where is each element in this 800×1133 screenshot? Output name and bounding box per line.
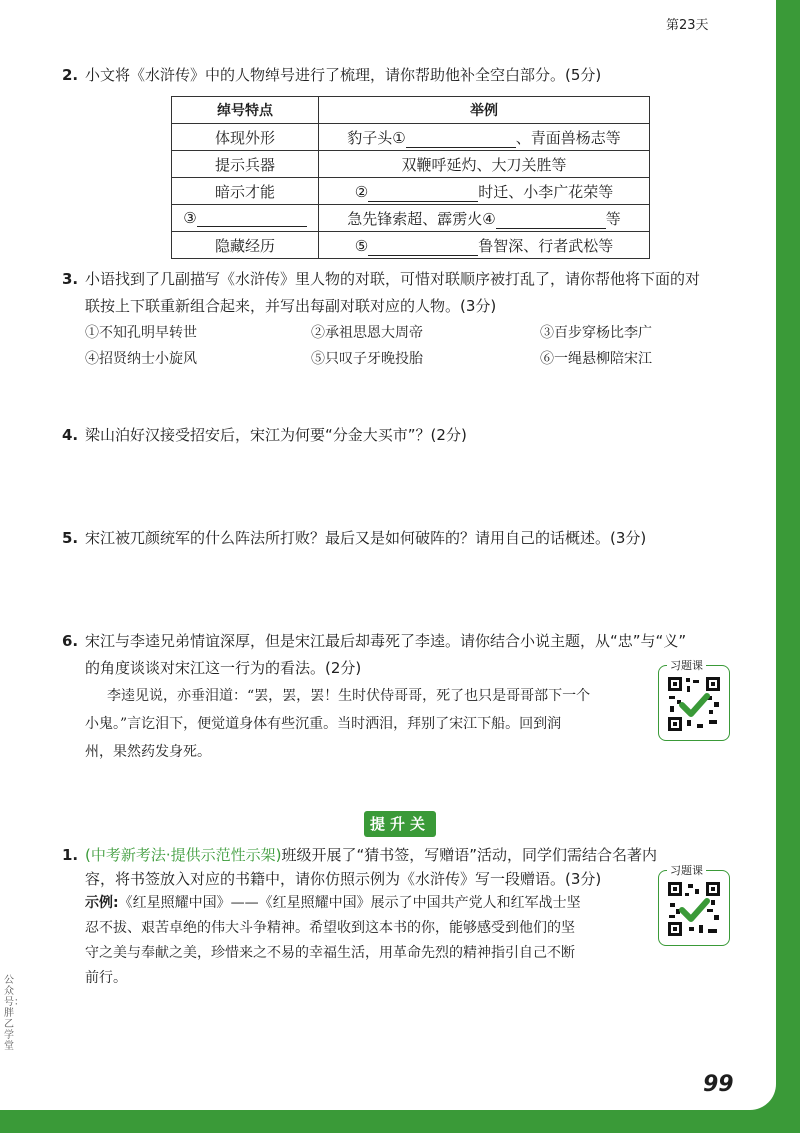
q6-passage-line: 小鬼。”言讫泪下，便觉道身体有些沉重。当时洒泪，拜别了宋江下船。回到润 (85, 716, 562, 732)
page-number: 99 (703, 1072, 734, 1097)
qr-code-p1[interactable] (658, 864, 730, 946)
side-watermark: 公众号：胖乙学堂 (4, 975, 24, 1052)
table-row (172, 205, 650, 232)
q6-line1: 宋江与李逵兄弟情谊深厚，但是宋江最后却毒死了李逵。请你结合小说主题，从“忠”与“义” (85, 632, 687, 650)
p1-tag: (中考新考法·提供示范性示架) (85, 846, 282, 864)
answer-blank[interactable] (496, 212, 606, 229)
q2-number: 2. (62, 66, 79, 84)
qr-code-q6[interactable] (658, 659, 730, 741)
p1-example-line: 守之美与奉献之美，珍惜来之不易的幸福生活，用革命先烈的精神指引自己不断 (85, 945, 575, 961)
table-cell (319, 205, 650, 232)
q3-line1: 小语找到了几副描写《水浒传》里人物的对联，可惜对联顺序被打乱了，请你帮他将下面的对 (85, 270, 701, 288)
p1-line2: 容，将书签放入对应的书籍中，请你仿照示例为《水浒传》写一段赠语。(3分) (85, 870, 602, 888)
p1-example-line: 忍不拔、艰苦卓绝的伟大斗争精神。希望收到这本书的你，能够感受到他们的坚 (85, 920, 575, 936)
p1-line1-text: 班级开展了“猜书签，写赠语”活动，同学们需结合名著内 (281, 846, 658, 864)
option-item: ④招贤纳士小旋风 (85, 351, 197, 367)
answer-blank[interactable] (406, 131, 516, 148)
answer-blank[interactable] (368, 185, 478, 202)
option-item: ③百步穿杨比李广 (540, 325, 652, 341)
cell-text: ③ (183, 209, 197, 227)
q5-number: 5. (62, 529, 79, 547)
table-row (172, 232, 650, 259)
option-item: ②承祖思恩大周帝 (311, 325, 423, 341)
p1-number: 1. (62, 846, 79, 864)
option-item: ⑤只叹子牙晚投胎 (311, 351, 423, 367)
section-title: 提升关 (364, 811, 436, 837)
cell-text: ② (354, 182, 369, 201)
qr-label: 习题课 (667, 862, 706, 878)
table-cell: 体现外形 (172, 124, 319, 151)
table-header: 绰号特点 (172, 97, 319, 124)
cell-text: 、青面兽杨志等 (515, 128, 621, 147)
table-cell (319, 232, 650, 259)
option-item: ①不知孔明早转世 (85, 325, 197, 341)
table-row (172, 151, 650, 178)
option-item: ⑥一绳悬柳陪宋江 (540, 351, 652, 367)
nickname-table (171, 96, 650, 259)
p1-example-line: 前行。 (85, 970, 127, 986)
answer-blank[interactable] (197, 210, 307, 227)
p1-example-line (85, 891, 581, 915)
table-cell: 双鞭呼延灼、大刀关胜等 (319, 151, 650, 178)
q6-line2: 的角度谈谈对宋江这一行为的看法。(2分) (85, 659, 362, 677)
table-cell: 暗示才能 (172, 178, 319, 205)
cell-text: ⑤ (354, 236, 369, 255)
q3-number: 3. (62, 270, 79, 288)
table-cell (319, 124, 650, 151)
cell-text: 等 (605, 209, 621, 228)
cell-text: 豹子头① (347, 128, 406, 147)
table-cell (319, 178, 650, 205)
q2-prompt: 小文将《水浒传》中的人物绰号进行了梳理，请你帮助他补全空白部分。(5分) (85, 66, 602, 84)
table-cell: 隐藏经历 (172, 232, 319, 259)
q6-number: 6. (62, 632, 79, 650)
table-row (172, 178, 650, 205)
q5-text: 宋江被兀颜统军的什么阵法所打败？最后又是如何破阵的？请用自己的话概述。(3分) (85, 529, 647, 547)
example-label: 示例: (85, 895, 119, 911)
qr-label: 习题课 (667, 657, 706, 673)
day-label: 第23天 (666, 18, 709, 33)
table-cell (172, 205, 319, 232)
example-text: 《红星照耀中国》——《红星照耀中国》展示了中国共产党人和红军战士坚 (118, 895, 581, 911)
table-cell: 提示兵器 (172, 151, 319, 178)
p1-line1 (85, 843, 657, 867)
table-header: 举例 (319, 97, 650, 124)
table-row (172, 124, 650, 151)
answer-blank[interactable] (368, 239, 478, 256)
cell-text: 时迁、小李广花荣等 (478, 182, 614, 201)
q4-number: 4. (62, 426, 79, 444)
cell-text: 急先锋索超、霹雳火④ (347, 209, 496, 228)
qr-code-icon (667, 881, 721, 937)
q6-passage-line: 州，果然药发身死。 (85, 744, 211, 760)
q3-line2: 联按上下联重新组合起来，并写出每副对联对应的人物。(3分) (85, 297, 497, 315)
qr-code-icon (667, 676, 721, 732)
q6-passage-line: 李逵见说，亦垂泪道：“罢，罢，罢！生时伏侍哥哥，死了也只是哥哥部下一个 (107, 688, 591, 704)
cell-text: 鲁智深、行者武松等 (478, 236, 614, 255)
q4-text: 梁山泊好汉接受招安后，宋江为何要“分金大买市”？(2分) (85, 426, 467, 444)
